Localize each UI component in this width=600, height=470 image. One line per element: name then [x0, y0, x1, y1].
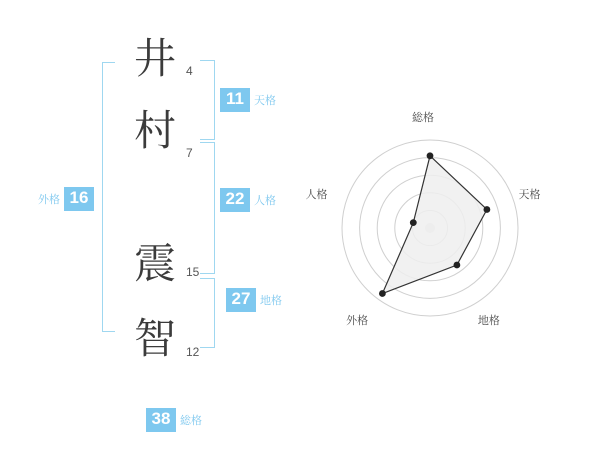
score-chikaku-label: 地格	[260, 294, 282, 307]
radar-axis-label-0: 総格	[412, 112, 434, 124]
radar-chart	[300, 110, 560, 365]
radar-axis-label-4: 人格	[305, 189, 328, 202]
score-soukaku-label: 総格	[180, 414, 202, 427]
score-gaikaku-label: 外格	[38, 193, 60, 206]
score-gaikaku-value: 16	[64, 187, 94, 211]
radar-axis-label-1: 天格	[518, 189, 541, 202]
radar-axis-label-2: 地格	[477, 314, 500, 327]
score-gaikaku[interactable]	[38, 187, 94, 211]
score-tenkaku-value: 11	[220, 88, 250, 112]
bracket-gaikaku	[102, 62, 115, 332]
stroke-count-2: 7	[186, 146, 193, 160]
stroke-count-4: 12	[186, 345, 200, 359]
radar-axis-label-3: 外格	[346, 314, 369, 327]
kanji-char-3: 震	[133, 239, 176, 288]
score-tenkaku-label: 天格	[254, 94, 276, 107]
score-soukaku[interactable]	[146, 408, 202, 432]
kanji-char-4: 智	[133, 314, 176, 363]
score-jinkaku-value: 22	[220, 188, 250, 212]
score-jinkaku-label: 人格	[254, 194, 276, 207]
radar-chart-svg	[300, 110, 560, 360]
kanji-char-1: 井	[133, 34, 176, 83]
bracket-tenkaku	[200, 60, 215, 140]
score-jinkaku[interactable]	[220, 188, 276, 212]
score-tenkaku[interactable]	[220, 88, 276, 112]
kanji-char-2: 村	[133, 106, 176, 155]
bracket-chikaku	[200, 278, 215, 348]
score-chikaku-value: 27	[226, 288, 256, 312]
stroke-count-1: 4	[186, 64, 193, 78]
score-chikaku[interactable]	[226, 288, 282, 312]
score-soukaku-value: 38	[146, 408, 176, 432]
bracket-jinkaku	[200, 142, 215, 274]
stroke-count-3: 15	[186, 265, 200, 279]
